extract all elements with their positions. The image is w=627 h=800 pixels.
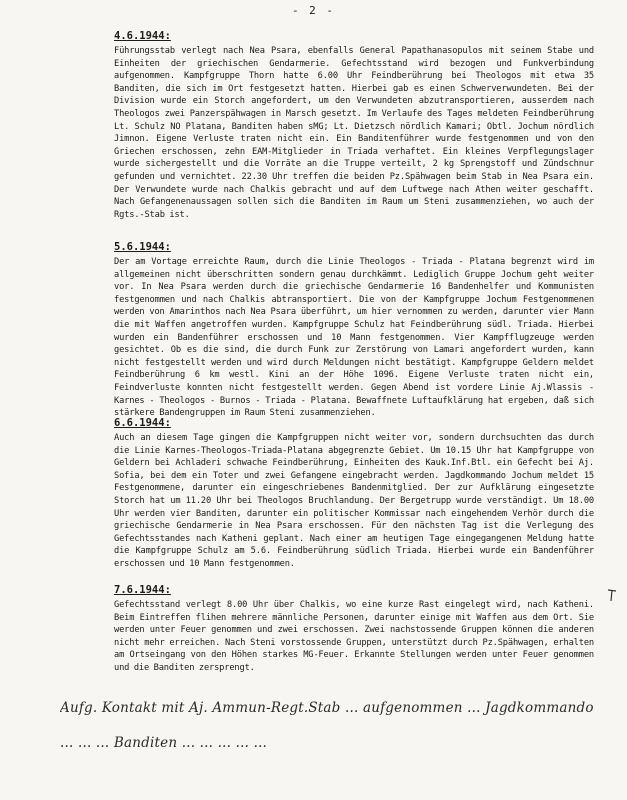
- entry-date: 6.6.1944:: [114, 417, 171, 429]
- entry-date: 4.6.1944:: [114, 30, 171, 42]
- entry-text: Gefechtsstand verlegt 8.00 Uhr über Chalkis, wo eine kurze Rast eingelegt wird, nach Katheni. Beim Eintreffen flihen mehrere männliche Personen, darunter einige mit Waffen aus dem Ort. Sie werden unter Feuer genommen und zwei erschossen. Zwei nachstossende Gruppen können die anderen nicht mehr erreichen. Nach Steni vorstossende Gruppen, unterstützt durch Pz.Spähwagen, erhalten am Ortseingang von den Höhen starkes MG-Feuer. Erkannte Stellungen werden unter Feuer genommen und die Banditen zersprengt.: [114, 600, 594, 673]
- page-number: - 2 -: [291, 4, 336, 17]
- entry-text: Führungsstab verlegt nach Nea Psara, ebenfalls General Papathanasopulos mit seinem Stabe und Einheiten der griechischen Gendarmerie. Gefechtsstand wird bezogen und Funkverbindung aufgenommen. Kampfgruppe Thorn hatte 6.00 Uhr Feindberührung bei Theologos mit etwa 35 Banditen, die sich im Ort festgesetzt hatten. Hierbei gab es einen Schwerverwundeten. Bei der Division wurde ein Storch angefordert, um den Verwundeten abzutransportieren, ausserdem nach Theologos zwei Panzerspähwagen in Marsch gesetzt. Im Verlaufe des Tages meldeten Feindberührung Lt. Schulz NO Platana, Banditen haben sMG; Lt. Dietzsch nördlich Kamari; Obtl. Jochum nördlich Jimnon. Eigene Verluste traten nicht ein. Ein Banditenführer wurde festgenommen und von den Griechen erschossen, zehn EAM-Mitglieder in Triada verhaftet. Ein kleines Verpflegungslager wurde sichergestellt und die Vorräte an die Truppe verteilt, 2 kg Sprengstoff und Zündschnur gefunden und vernichtet. 22.30 Uhr treffen die beiden Pz.Spähwagen beim Stab in Nea Psara ein. Der Verwundete wurde nach Chalkis gebracht und auf dem Luftwege nach Athen weiter geschafft. Nach Gefangenenaussagen sollen sich die Banditen im Raum um Steni zusammenziehen, wo auch der Rgts.-Stab ist.: [114, 46, 594, 220]
- margin-mark-icon: [606, 588, 618, 602]
- diary-entry-7-6: [114, 584, 594, 675]
- entry-date: 7.6.1944:: [114, 584, 171, 596]
- diary-entry-6-6: [114, 417, 594, 571]
- entry-date: 5.6.1944:: [114, 241, 171, 253]
- entry-text: Der am Vortage erreichte Raum, durch die Linie Theologos - Triada - Platana begrenzt wird im allgemeinen nicht überschritten sondern genau durchkämmt. Lediglich Gruppe Jochum geht weiter vor. In Nea Psara werden durch die griechische Gendarmerie 16 Bandenhelfer und Kommunisten festgenommen und nach Chalkis abtransportiert. Die von der Kampfgruppe Jochum Festgenommenen werden von Amarinthos nach Nea Psara überführt, um hier vernommen zu werden, darunter vier Mann die mit Waffen angetroffen wurden. Kampfgruppe Schulz hat Feindberührung südl. Triada. Hierbei wurden ein Bandenführer erschossen und 10 Mann festgenommen. Vier Kampfflugzeuge werden gesichtet. Ob es die sind, die durch Funk zur Zerstörung von Lamari angefordert wurden, kann nicht festgestellt werden und wird durch Meldungen nicht bestätigt. Kampfgruppe Geldern meldet Feindberührung 6 km westl. Kini an der Höhe 1096. Eigene Verluste traten nicht ein, Feindverluste konnten nicht festgestellt werden. Gegen Abend ist vordere Linie Aj.Wlassis - Karnes - Theologos - Burnos - Triada - Platana. Bewaffnete Luftaufklärung hat ergeben, daß sich stärkere Bandengruppen im Raum Steni zusammenziehen.: [114, 257, 594, 419]
- handwritten-note-line-2: ... ... ... Banditen ... ... ... ... ...: [60, 735, 268, 751]
- entry-text: Auch an diesem Tage gingen die Kampfgruppen nicht weiter vor, sondern durchsuchten das durch die Linie Karnes-Theologos-Triada-Platana abgegrenzte Gebiet. Um 10.15 Uhr hat Kampfgruppe von Geldern bei Achladeri schwache Feindberührung, Einheiten des Kauk.Inf.Btl. ein Gefecht bei Aj. Sofia, bei dem ein Toter und zwei Gefangene eingebracht werden. Jagdkommando Jochum meldet 15 Festgenommene, darunter ein eingeschriebenes Bandenmitglied. Der zur Aufklärung eingesetzte Storch hat um 11.20 Uhr bei Theologos Bruchlandung. Der Bergetrupp wurde verständigt. Um 18.00 Uhr werden vier Banditen, darunter ein politischer Kommissar nach eingehendem Verhör durch die griechische Gendarmerie in Nea Psara erschossen. Für den nächsten Tag ist die Verlegung des Gefechtsstandes nach Katheni geplant. Nach einer am heutigen Tage eingegangenen Meldung hatte die Kampfgruppe Schulz am 5.6. Feindberührung südlich Triada. Hierbei wurde ein Bandenführer erschossen und 10 Mann festgenommen.: [114, 433, 594, 569]
- handwritten-note-line-1: Aufg. Kontakt mit Aj. Ammun-Regt.Stab ... aufgenommen ... Jagdkommando: [60, 700, 594, 716]
- diary-entry-4-6: [114, 30, 594, 221]
- diary-entry-5-6: [114, 241, 594, 420]
